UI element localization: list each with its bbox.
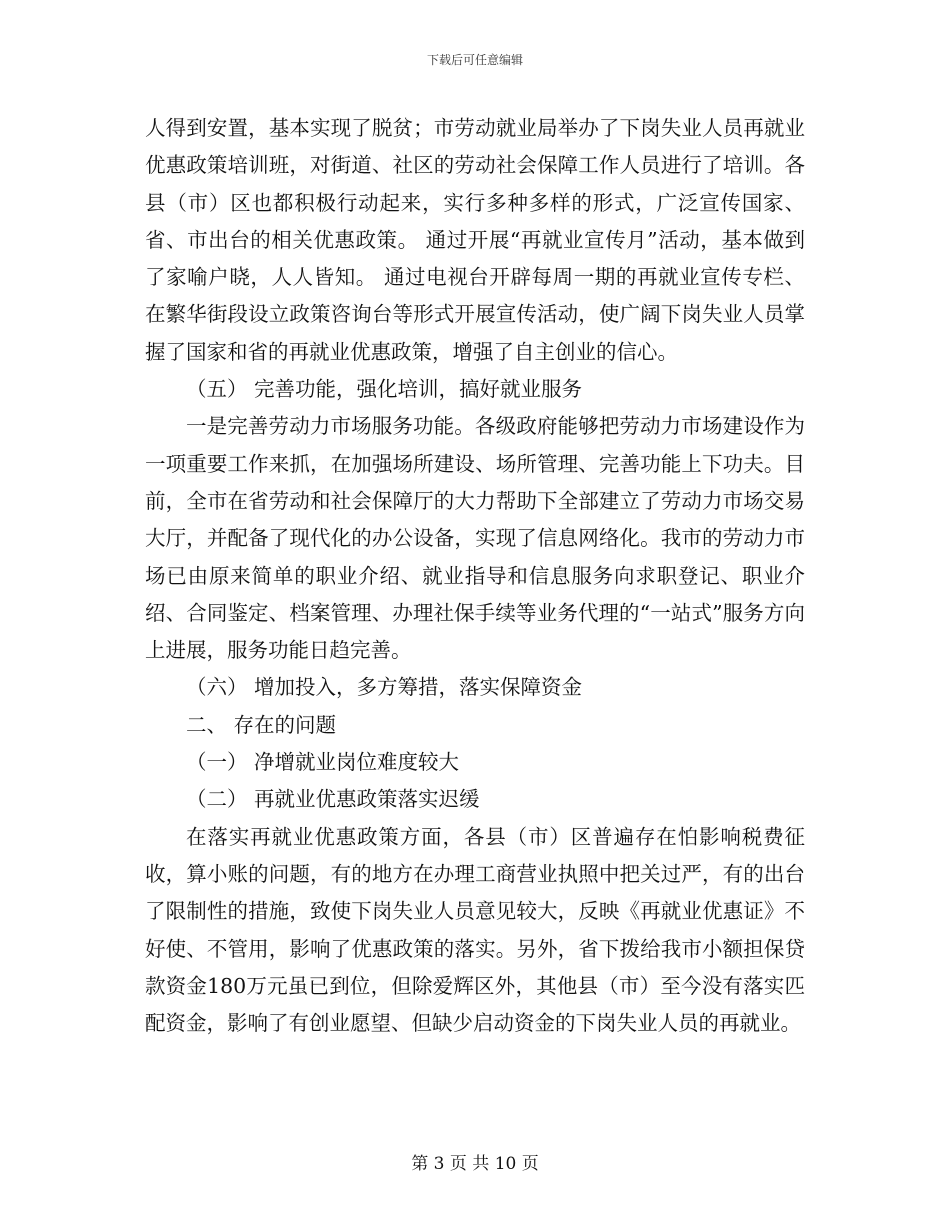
page-header-note: 下载后可任意编辑 [426,53,523,67]
section-heading-6: （六） 增加投入，多方筹措，落实保障资金 [186,675,583,700]
paragraph-continued: 人得到安置，基本实现了脱贫；市劳动就业局举办了下岗失业人员再就业优惠政策培训班，对街道、社区的劳动社会保障工作人员进行了培训。各县（市）区也都积极行动起来，实行多种多样的形式，广泛宣传国家、省、市出台的相关优惠政策。 通过开展“再就业宣传月”活动，基本做到了家喻户晓，人人皆知。 通过电视台开辟每周一期的再就业宣传专栏、在繁华街段设立政策咨询台等形式开展宣传活动，使广阔下岗失业人员掌握了国家和省的再就业优惠政策，增强了自主创业的信心。 [145,116,805,364]
section-heading-5: （五） 完善功能，强化培训，搞好就业服务 [186,377,583,402]
section-heading-problems: 二、 存在的问题 [186,712,337,737]
document-body [145,110,805,1042]
paragraph-policy-implementation: 在落实再就业优惠政策方面，各县（市）区普遍存在怕影响税费征收，算小账的问题，有的地方在办理工商营业执照中把关过严，有的出台了限制性的措施，致使下岗失业人员意见较大，反映《再就业优惠证》不好使、不管用，影响了优惠政策的落实。另外，省下拨给我市小额担保贷款资金180万元虽已到位，但除爱辉区外，其他县（市）至今没有落实匹配资金，影响了有创业愿望、但缺少启动资金的下岗失业人员的再就业。 [145,824,805,1036]
page-number: 第 3 页 共 10 页 [411,1154,539,1174]
subsection-heading-2: （二） 再就业优惠政策落实迟缓 [186,787,480,812]
subsection-heading-1: （一） 净增就业岗位难度较大 [186,750,460,775]
paragraph-labor-market: 一是完善劳动力市场服务功能。各级政府能够把劳动力市场建设作为一项重要工作来抓，在加强场所建设、场所管理、完善功能上下功夫。目前，全市在省劳动和社会保障厅的大力帮助下全部建立了劳动力市场交易大厅，并配备了现代化的办公设备，实现了信息网络化。我市的劳动力市场已由原来简单的职业介绍、就业指导和信息服务向求职登记、职业介绍、合同鉴定、档案管理、办理社保手续等业务代理的“一站式”服务方向上进展，服务功能日趋完善。 [145,414,805,663]
